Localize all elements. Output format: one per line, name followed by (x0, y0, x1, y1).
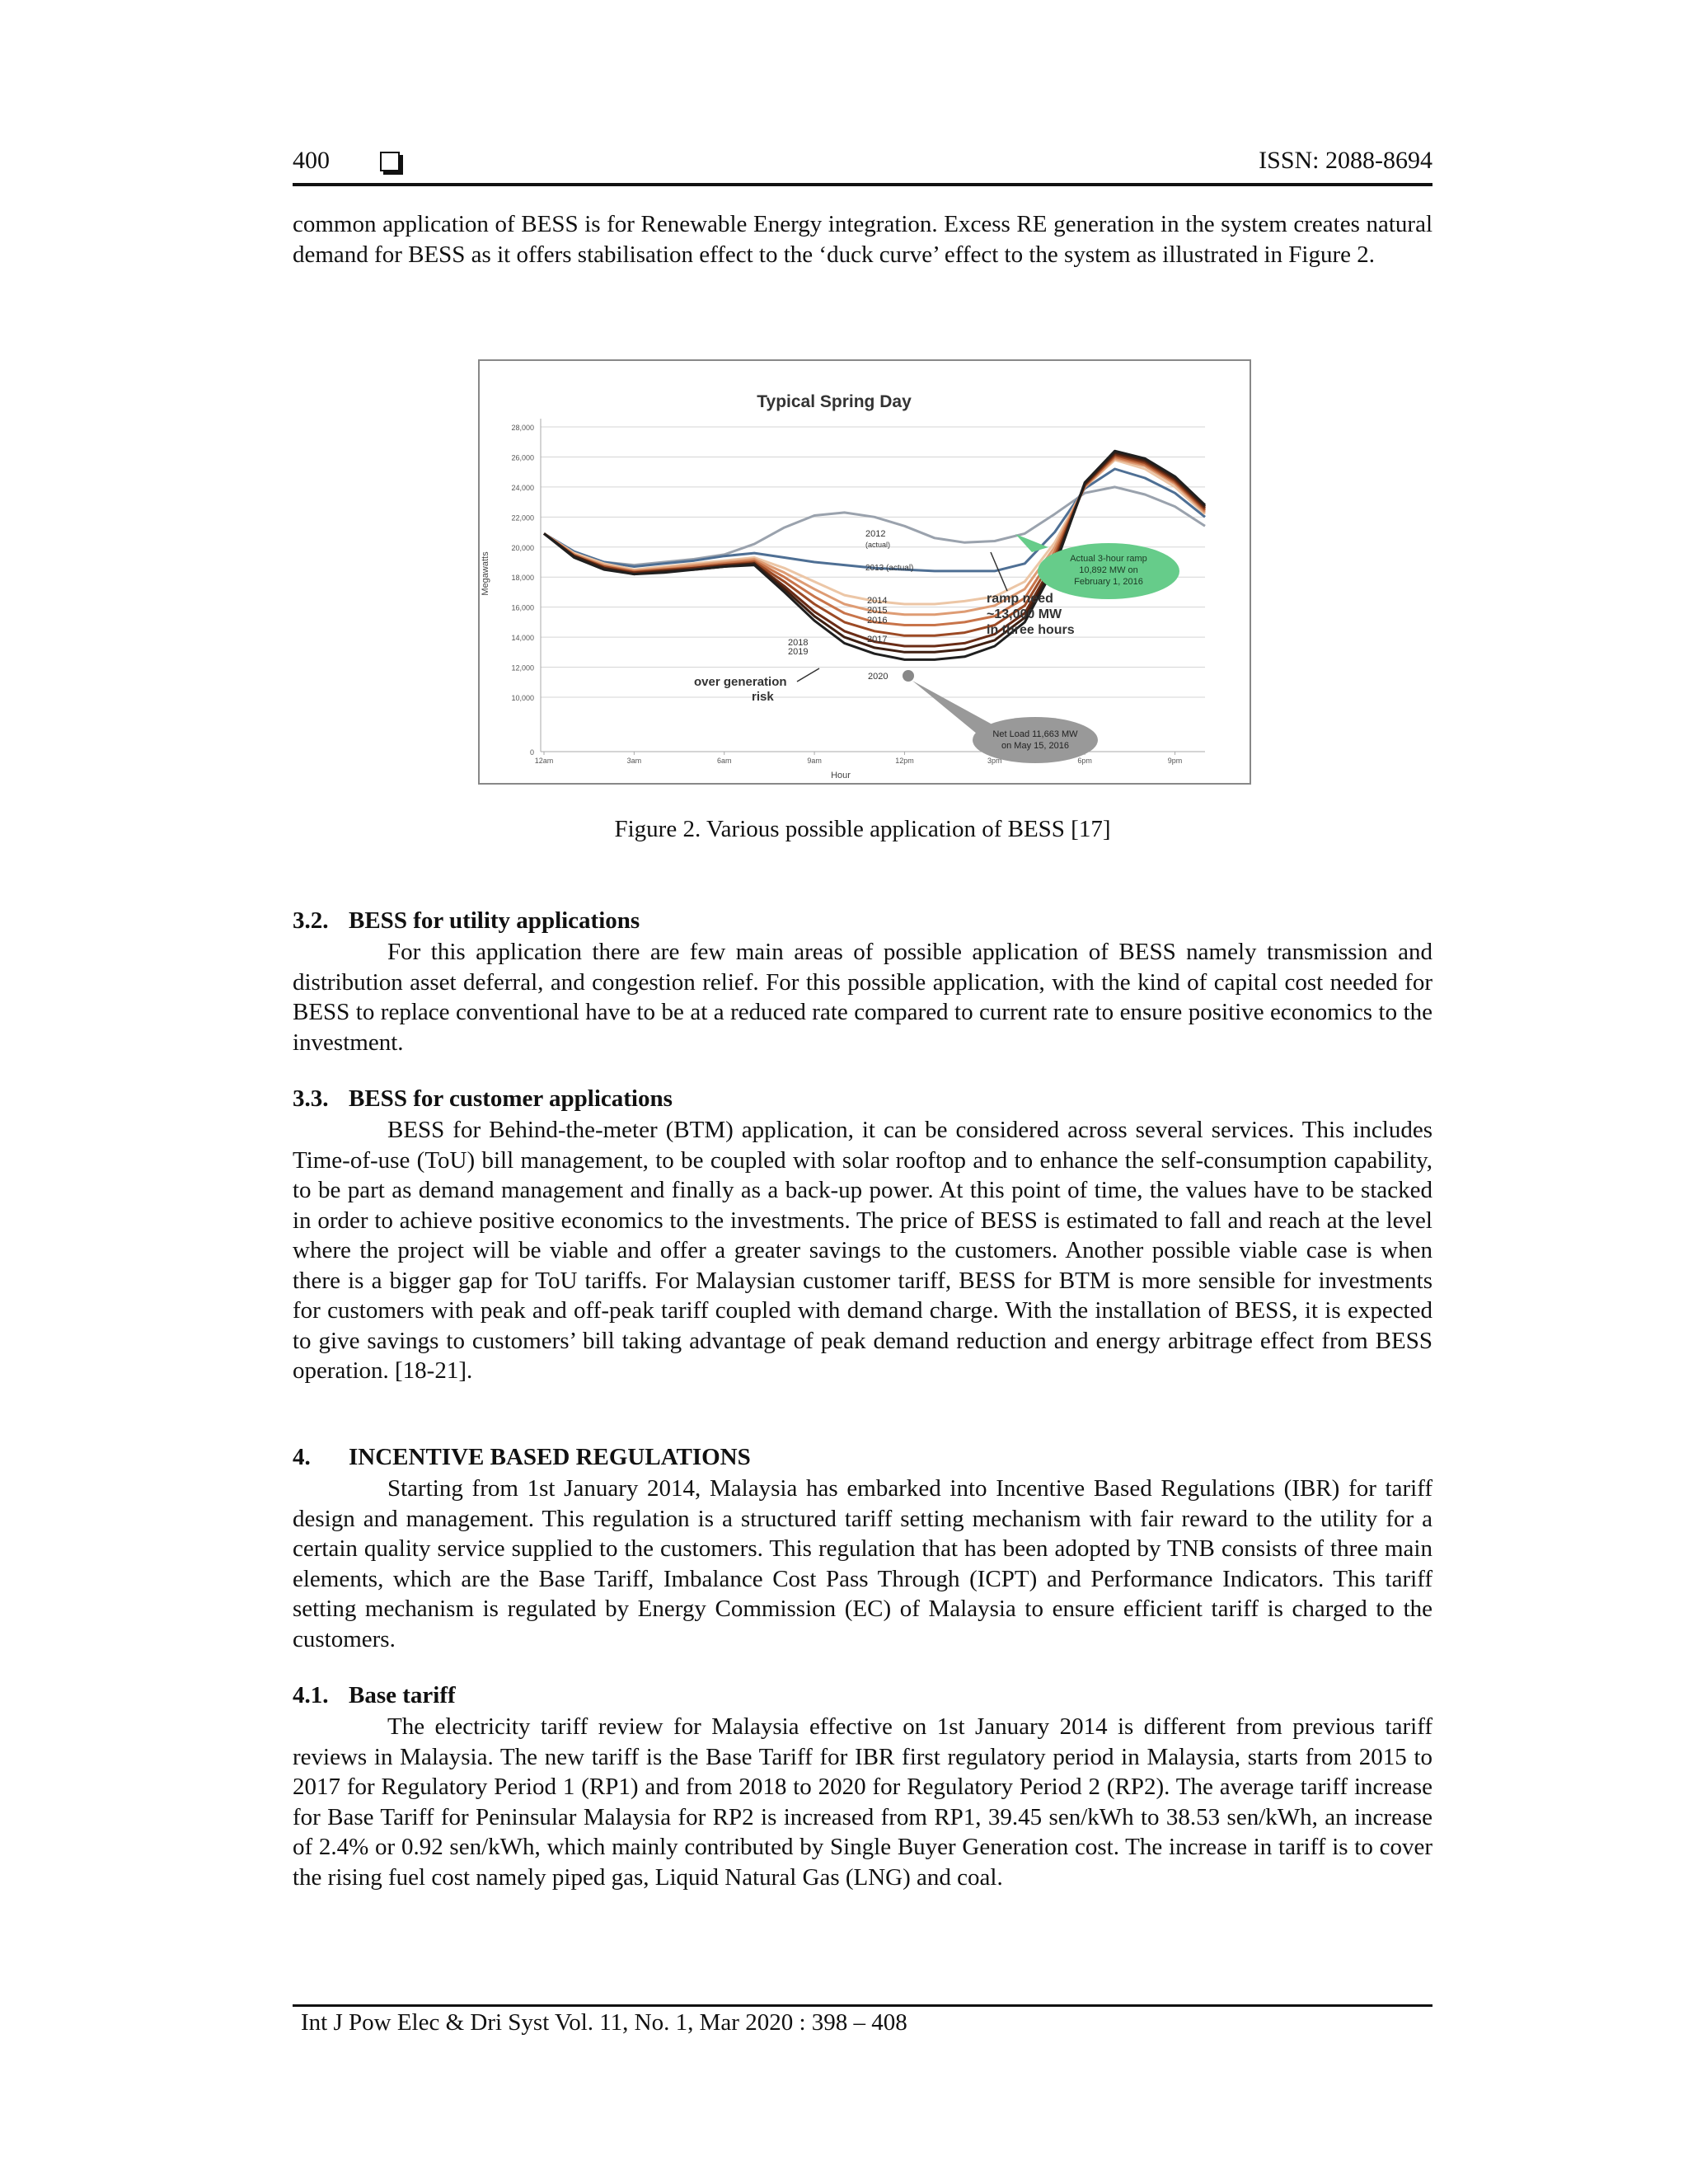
x-tick-label: 6pm (1077, 757, 1092, 765)
label-2015: 2015 (867, 606, 888, 616)
y-tick-label: 12,000 (511, 663, 534, 673)
chart-title: Typical Spring Day (757, 392, 912, 411)
footer-citation: Int J Pow Elec & Dri Syst Vol. 11, No. 1, Mar 2020 : 398 – 408 (301, 2009, 907, 2036)
label-2018: 2018 (788, 638, 809, 648)
page-number: 400 (293, 147, 330, 174)
x-tick-label: 12am (534, 757, 554, 765)
section-4-1-title: Base tariff (349, 1682, 456, 1708)
section-3-3-title: BESS for customer applications (349, 1085, 673, 1112)
y-tick-label: 18,000 (511, 574, 534, 583)
y-tick-label: 10,000 (511, 694, 534, 702)
gray-callout (903, 670, 1098, 763)
label-2014: 2014 (867, 596, 888, 606)
green-callout-line-1: Actual 3-hour ramp (1070, 554, 1147, 564)
section-4-1-heading (293, 1682, 456, 1709)
ramp-need-label-2: ~13,000 MW (987, 607, 1062, 621)
section-3-2-heading (293, 907, 640, 935)
figure-caption: Figure 2. Various possible application of BESS [17] (614, 816, 1111, 842)
section-4-1-body: The electricity tariff review for Malaysia effective on 1st January 2014 is different from previous tariff reviews in Malaysia. The new tariff is the Base Tariff for IBR first regulatory period in Malaysia, starts from 2015 to 2017 for Regulatory Period 1 (RP1) and from 2018 to 2020 for Regulatory Period 2 (RP2). The average tariff increase for Base Tariff for Peninsular Malaysia for RP2 is increased from RP1, 39.45 sen/kWh to 38.53 sen/kWh, an increase of 2.4% or 0.92 sen/kWh, which mainly contributed by Single Buyer Generation cost. The increase in tariff is to cover the rising fuel cost namely piped gas, Liquid Natural Gas (LNG) and coal. (293, 1713, 1432, 1891)
y-tick-label: 28,000 (511, 424, 534, 432)
issn: ISSN: 2088-8694 (1259, 147, 1432, 174)
gray-callout-line-2: on May 15, 2016 (1001, 741, 1069, 751)
label-2020: 2020 (868, 672, 889, 682)
x-tick-label: 12pm (895, 757, 914, 765)
x-axis-label: Hour (831, 771, 851, 780)
ramp-need-label-3: in three hours (987, 623, 1075, 637)
ramp-need-label-1: ramp need (987, 592, 1053, 606)
label-2017: 2017 (867, 635, 888, 644)
section-4-number: 4. (293, 1444, 311, 1470)
label-2019: 2019 (788, 647, 809, 657)
section-3-3-heading (293, 1085, 673, 1113)
section-4-title: INCENTIVE BASED REGULATIONS (349, 1444, 751, 1470)
green-callout-line-3: February 1, 2016 (1074, 577, 1143, 587)
green-callout-line-2: 10,892 MW on (1079, 565, 1138, 575)
section-3-2-body: For this application there are few main areas of possible application of BESS namely transmission and distribution asset deferral, and congestion relief. For this possible application, with the kind of capital cost needed for BESS to replace conventional have to be at a reduced rate compared to current rate to ensure positive economics to the investment. (293, 939, 1432, 1056)
section-3-3-body: BESS for Behind-the-meter (BTM) application, it can be considered across several services. This includes Time-of-use (ToU) bill management, to be coupled with solar rooftop and to enhance the self-consumption capability, to be part as demand management and finally as a back-up power. At this point of time, the values have to be stacked in order to achieve positive economics to the investments. The price of BESS is estimated to fall and reach at the level where the project will be viable and offer a greater savings to the customers. Another possible viable case is when there is a bigger gap for ToU tariffs. For Malaysian customer tariff, BESS for BTM is more sensible for investments for customers with peak and off-peak tariff coupled with demand charge. With the installation of BESS, it is expected to give savings to customers’ bill taking advantage of peak demand reduction and energy arbitrage effect from BESS operation. [18-21]. (293, 1117, 1432, 1384)
y-tick-label: 20,000 (511, 543, 534, 552)
label-2012-actual: (actual) (865, 541, 891, 549)
over-generation-pointer (797, 668, 819, 682)
section-3-3-number: 3.3. (293, 1085, 329, 1112)
over-generation-label: over generation (694, 675, 787, 689)
section-3-2-title: BESS for utility applications (349, 907, 640, 934)
x-tick-label: 3pm (987, 757, 1002, 765)
section-3-2-number: 3.2. (293, 907, 329, 934)
footer-rule (293, 2004, 1432, 2007)
y-tick-label: 22,000 (511, 513, 534, 523)
over-generation-risk-label: risk (752, 690, 774, 704)
y-tick-label: 14,000 (511, 634, 534, 643)
duck-curve-chart (480, 361, 1250, 783)
x-tick-label: 6am (716, 757, 732, 765)
x-tick-label: 9pm (1167, 757, 1183, 765)
intro-paragraph: common application of BESS is for Renewable Energy integration. Excess RE generation in the system creates natural demand for BESS as it offers stabilisation effect to the ‘duck curve’ effect to the system as illustrated in Figure 2. (293, 211, 1432, 268)
y-tick-label: 24,000 (511, 483, 534, 492)
section-4-body: Starting from 1st January 2014, Malaysia has embarked into Incentive Based Regulations (IBR) for tariff design and management. This regulation is a structured tariff setting mechanism with fair reward to the utility for a certain quality service supplied to the customers. This regulation that has been adopted by TNB consists of three main elements, which are the Base Tariff, Imbalance Cost Pass Through (ICPT) and Performance Indicators. This tariff setting mechanism is regulated by Energy Commission (EC) of Malaysia to ensure efficient tariff is charged to the customers. (293, 1475, 1432, 1652)
x-tick-label: 3am (626, 757, 642, 765)
y-tick-label: 0 (529, 748, 534, 757)
section-4-1-number: 4.1. (293, 1682, 329, 1708)
label-2016: 2016 (867, 616, 888, 626)
x-tick-label: 9am (807, 757, 822, 765)
y-axis-label: Megawatts (481, 551, 490, 596)
label-2012: 2012 (865, 529, 886, 539)
label-2013: 2013 (actual) (865, 564, 914, 573)
section-4-heading (293, 1444, 751, 1471)
y-tick-label: 26,000 (511, 453, 534, 462)
y-tick-label: 16,000 (511, 603, 534, 612)
square-icon (380, 152, 400, 171)
page-header (293, 147, 1432, 186)
figure-2 (478, 359, 1251, 785)
gray-callout-line-1: Net Load 11,663 MW (992, 729, 1078, 739)
